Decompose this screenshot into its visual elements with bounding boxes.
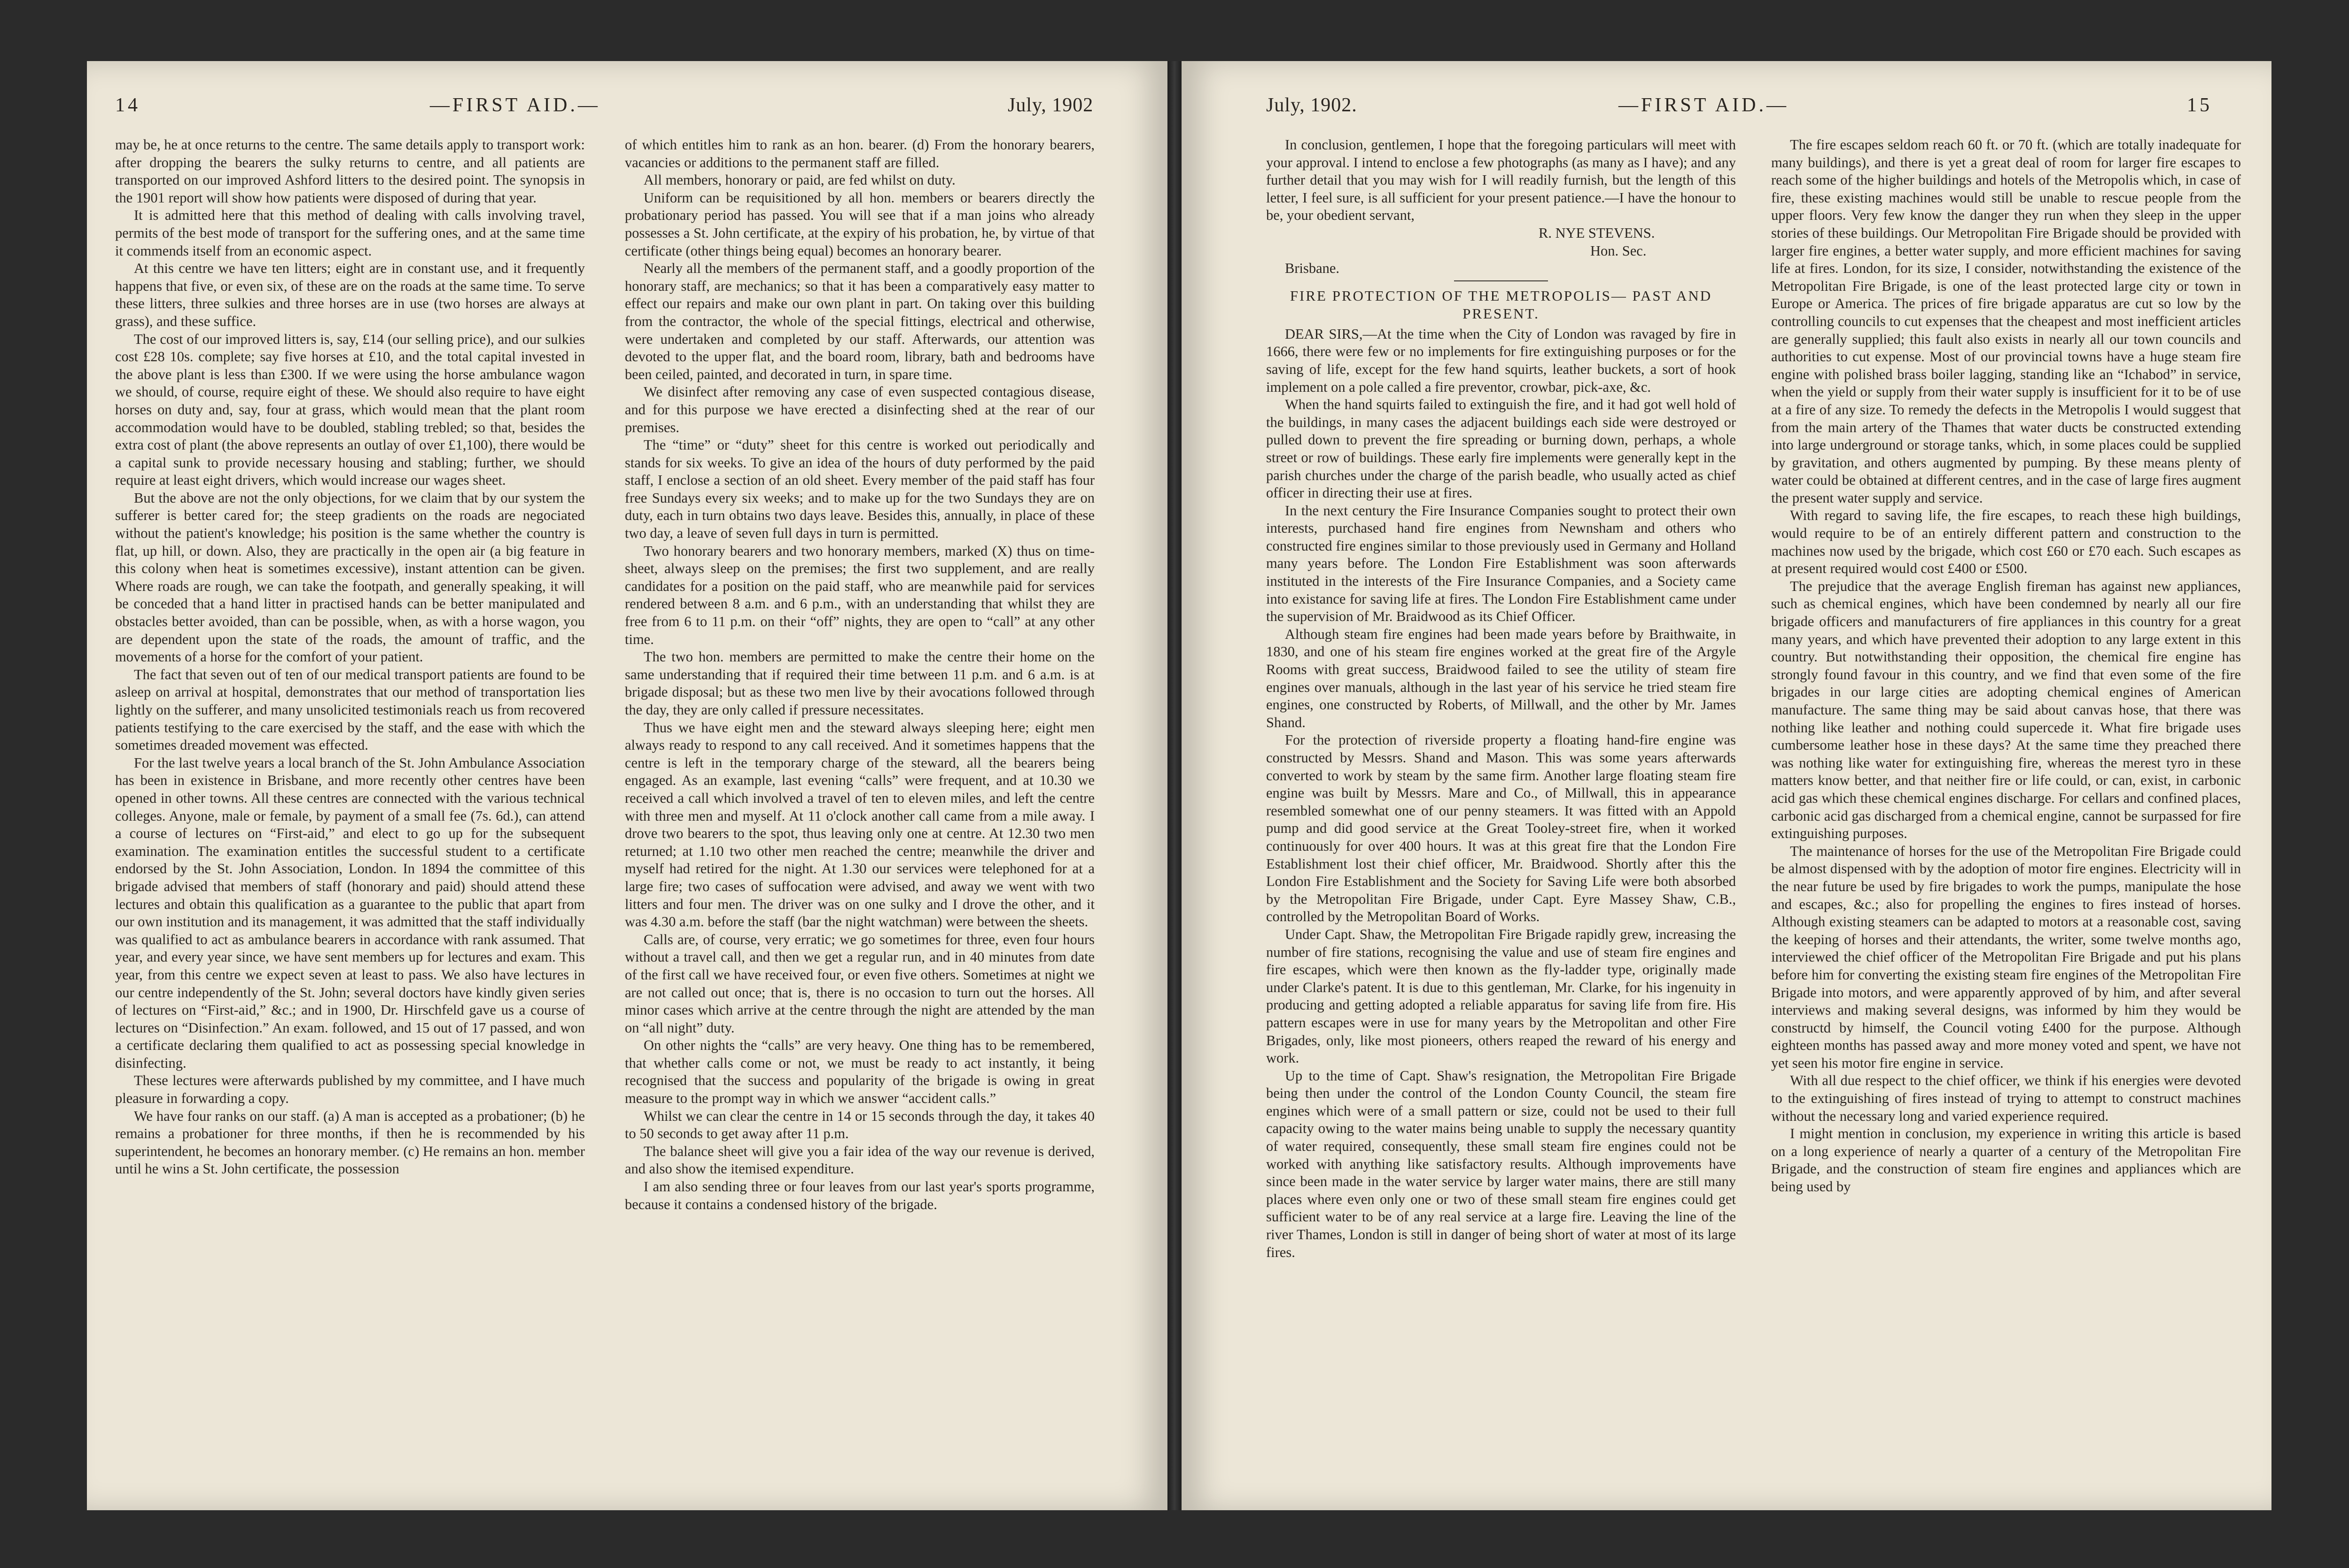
paragraph: We disinfect after removing any case of even suspected contagious disease, and for this purpose we have erected a disinfecting shed at the rear of our premises. <box>625 384 1095 435</box>
paragraph: The “time” or “duty” sheet for this centre is worked out periodically and stands for six weeks. To give an idea of the hours of duty performed by the paid staff, I enclose a section of an old sheet. Every member of the paid staff has four free Sundays every six weeks; and to make up for the two Sundays they are on duty, each in turn obtains two days leave. Besides this, annually, in place of these two day, a leave of seven full days in turn is permitted. <box>625 437 1095 542</box>
paragraph: The cost of our improved litters is, say, £14 (our selling price), and our sulkies cost £28 10s. complete; say five horses at £10, and the total capital invested in the above plant is less than £300. If we were using the horse ambulance wagon we should, of course, require eight of these. We should also require to have eight horses on duty and, say, four at grass, which would mean that the plant room accommodation would have to be doubled, stabling trebled; so that, besides the extra cost of plant (the above represents an outlay of over £1,100), there would be a capital sunk to provide necessary housing and stabling; further, we should require at least eight drivers, which would increase our wages sheet. <box>115 331 585 489</box>
right-column-2 <box>1771 136 2241 1498</box>
right-journal-title: —FIRST AID.— <box>1618 94 1789 116</box>
paragraph: On other nights the “calls” are very heavy. One thing has to be remembered, that whether calls come or not, we must be ready to act instantly, it being recognised that the success and popularity of the brigade is owing in great measure to the prompt way in which we answer “accident calls.” <box>625 1037 1095 1107</box>
paragraph: For the protection of riverside property a floating hand-fire engine was constructed by Messrs. Shand and Mason. This was some years afterwards converted to work by steam by the same firm. Another large floating steam fire engine was built by Messrs. Mare and Co., of Millwall, this in appearance resembled somewhat one of our penny steamers. It was fitted with an Appold pump and did good service at the Great Tooley-street fire, when it worked continuously for over 400 hours. It was at this great fire that the London Fire Establishment lost their chief officer, Mr. Braidwood. Shortly after this the London Fire Establishment and the Society for Saving Life were both absorbed by the Metropolitan Fire Brigade, under Capt. Eyre Massey Shaw, C.B., controlled by the Metropolitan Board of Works. <box>1266 732 1736 925</box>
left-page-number: 14 <box>115 94 140 116</box>
book-gutter <box>1167 61 1182 1510</box>
paragraph: The fire escapes seldom reach 60 ft. or 70 ft. (which are totally inadequate for many buildings), and there is yet a great deal of room for larger fire escapes to reach some of the higher buildings and hotels of the Metropolis which, in case of fire, these existing machines would still be unable to rescue people from the upper floors. Very few know the danger they run when they sleep in the upper stories of these buildings. Our Metropolitan Fire Brigade should be provided with larger fire engines, a better water supply, and more efficient machines for saving life at fires. London, for its size, I consider, notwithstanding the existence of the Metropolitan Fire Brigade, is one of the least protected large city or town in Europe or America. The prices of fire brigade apparatus are cut so low by the controlling councils to cut expenses that the cheapest and most inefficient articles are generally supplied; this fault also exists in nearly all our town councils and authorities to cut expense. Most of our provincial towns have a huge steam fire engine with polished brass boiler lagging, standing like an “Ichabod” in service, when the yield or supply from their water supply is insufficient for it to be of use at a fire of any size. To remedy the defects in the Metropolis I would suggest that from the main artery of the Thames that water ducts be constructed extending into large underground or storage tanks, which, in some places could be supplied by gravitation, and others augmented by pumping. By these means plenty of water could be obtained at different centres, and in the case of large fires augment the present water supply and service. <box>1771 137 2241 506</box>
paragraph: I might mention in conclusion, my experience in writing this article is based on a long experience of nearly a quarter of a century of the Metropolitan Fire Brigade, and the construction of steam fire engines and appliances which are being used by <box>1771 1126 2241 1195</box>
paragraph: For the last twelve years a local branch of the St. John Ambulance Association has been in existence in Brisbane, and more recently other centres have been opened in other towns. All these centres are connected with the various technical colleges. Anyone, male or female, by payment of a small fee (7s. 6d.), can attend a course of lectures on “First-aid,” and elect to go up for the subsequent examination. The examination entitles the successful student to a certificate endorsed by the St. John Association, London. In 1894 the committee of this brigade advised that members of staff (honorary and paid) should attend these lectures and obtain this qualification as a guarantee to the public that apart from our own institution and its management, it was admitted that the staff individually was qualified to act as ambulance bearers in accordance with rank assumed. That year, and every year since, we have sent members up for lectures and exam. This year, from this centre we expect seven at least to pass. We also have lectures in our centre independently of the St. John; several doctors have kindly given series of lectures on “First-aid,” &c.; and in 1900, Dr. Hirschfeld gave us a course of lectures on “Disinfection.” An exam. followed, and 15 out of 17 passed, and won a certificate declaring them qualified to act as possessing special knowledge in disinfecting. <box>115 754 585 1071</box>
paragraph: All members, honorary or paid, are fed whilst on duty. <box>644 172 956 188</box>
left-column-1 <box>115 136 585 1498</box>
signature-title: Hon. Sec. <box>1590 242 1647 259</box>
paragraph: The fact that seven out of ten of our medical transport patients are found to be asleep on arrival at hospital, demonstrates that our method of transportation lies lightly on the sufferer, and many unsolicited testimonials reach us from recovered patients testifying to the care exercised by the staff, and the ease with which the sometimes dreaded movement was effected. <box>115 666 585 753</box>
left-journal-title: —FIRST AID.— <box>430 94 600 116</box>
paragraph: Whilst we can clear the centre in 14 or 15 seconds through the day, it takes 40 to 50 seconds to get away after 11 p.m. <box>625 1108 1095 1142</box>
paragraph: Although steam fire engines had been made years before by Braithwaite, in 1830, and one of his steam fire engines worked at the great fire of the Argyle Rooms with great success, Braidwood failed to see the utility of steam fire engines over manuals, although in the last year of his service he tried steam fire engines, one constructed by Roberts, of Millwall, and the other by Mr. James Shand. <box>1266 626 1736 730</box>
left-page <box>87 61 1167 1510</box>
paragraph: It is admitted here that this method of dealing with calls involving travel, permits of the best mode of transport for the suffering ones, and at the same time it commends itself from an economic aspect. <box>115 207 585 259</box>
article-title: FIRE PROTECTION OF THE METROPOLIS— PAST AND PRESENT. <box>1290 287 1712 322</box>
right-date: July, 1902. <box>1266 94 1357 116</box>
paragraph: Calls are, of course, very erratic; we go sometimes for three, even four hours without a travel call, and then we get a regular run, and in 40 minutes from date of the first call we have received four, or even five others. Sometimes at night we are not called out once; that is, there is no occasion to turn out the horses. All minor cases which arrive at the centre through the night are attended by the man on “all night” duty. <box>625 931 1095 1036</box>
paragraph: When the hand squirts failed to extinguish the fire, and it had got well hold of the buildings, in many cases the adjacent buildings each side were destroyed or pulled down to prevent the fire spreading or burning down, perhaps, a whole street or row of buildings. These early fire implements were generally kept in the parish churches under the charge of the parish beadle, who usually acted as chief officer in directing their use at fires. <box>1266 396 1736 501</box>
paragraph: In the next century the Fire Insurance Companies sought to protect their own interests, purchased hand fire engines from Newnsham and others who constructed fire engines similar to those previously used in Germany and Holland many years before. The London Fire Establishment was soon afterwards instituted in the interests of the Fire Insurance Companies, and a Society came into existance for saving life at fires. The London Fire Establishment came under the supervision of Mr. Braidwood as its Chief Officer. <box>1266 502 1736 625</box>
paragraph: Under Capt. Shaw, the Metropolitan Fire Brigade rapidly grew, increasing the number of fire stations, recognising the value and use of steam fire engines and fire escapes, which were then known as the fly-ladder type, originally made under Clarke's patent. It is due to this gentleman, Mr. Clarke, for his ingenuity in producing and getting adopted a reliable apparatus for saving life from fire. His pattern escapes were in use for many years by the Metropolitan and other Fire Brigades, only, like most pioneers, others reaped the reward of his energy and work. <box>1266 926 1736 1066</box>
left-column-2 <box>625 136 1095 1498</box>
paragraph: The two hon. members are permitted to make the centre their home on the same understanding that if required their time between 11 p.m. and 6 a.m. is at brigade disposal; but as these two men live by their avocations followed through the day, they are only called if pressure necessitates. <box>625 649 1095 718</box>
paragraph: I am also sending three or four leaves from our last year's sports programme, because it contains a condensed history of the brigade. <box>625 1179 1095 1212</box>
signature-place: Brisbane. <box>1285 260 1340 277</box>
paragraph: DEAR SIRS,—At the time when the City of London was ravaged by fire in 1666, there were few or no implements for fire extinguishing purposes or for the saving of life, except for the few hand squirts, leather buckets, a sort of hook implement on a pole called a fire preventor, crowbar, pick-axe, &c. <box>1266 326 1736 395</box>
paragraph: With regard to saving life, the fire escapes, to reach these high buildings, would require to be of an entirely different pattern and construction to the machines now used by the brigade, which cost £60 or £70 each. Such escapes as at present required would cost £400 or £500. <box>1771 507 2241 577</box>
right-running-head <box>1182 94 2271 122</box>
paragraph: may be, he at once returns to the centre. The same details apply to transport work: after dropping the bearers the sulky returns to centre, and all patients are transported on our improved Ashford litters to the desired point. The synopsis in the 1901 report will show how patients were disposed of during that year. <box>115 137 585 206</box>
paragraph: We have four ranks on our staff. (a) A man is accepted as a probationer; (b) he remains a probationer for three months, if then he is recommended by his superintendent, he becomes an honorary member. (c) He remains an hon. member until he wins a St. John certificate, the possession <box>115 1108 585 1177</box>
paragraph: Uniform can be requisitioned by all hon. members or bearers directly the probationary period has passed. You will see that if a man joins who already possesses a St. John certificate, at the expiry of his probation, he, by virtue of that certificate (other things being equal) becomes an honorary bearer. <box>625 189 1095 259</box>
paragraph: of which entitles him to rank as an hon. bearer. (d) From the honorary bearers, vacancies or additions to the permanent staff are filled. <box>625 137 1095 171</box>
paragraph: With all due respect to the chief officer, we think if his energies were devoted to the extinguishing of fires instead of trying to attempt to construct machines without the necessary long and varied experience required. <box>1771 1072 2241 1124</box>
paragraph: Thus we have eight men and the steward always sleeping here; eight men always ready to respond to any call received. And it sometimes happens that the centre is left in the temporary charge of the steward, all the bearers being engaged. As an example, last evening “calls” were frequent, and at 10.30 we received a call which involved a travel of ten to eleven miles, and left the centre with three men and myself. At 11 o'clock another call came from a mile away. I drove two bearers to the spot, thus leaving only one at centre. At 12.30 two men returned; at 1.10 two other men reached the centre; meanwhile the driver and myself had retired for the night. At 1.30 our services were telephoned for at a large fire; two cases of suffocation were advised, and away we went with two litters and four men. The driver was on one sulky and I drove the other, and it was 4.30 a.m. before the staff (bar the night watchman) were between the sheets. <box>625 719 1095 930</box>
section-divider <box>1454 280 1548 281</box>
paragraph: But the above are not the only objections, for we claim that by our system the sufferer is better cared for; the steep gradients on the roads are negociated without the patient's knowledge; his position is the same whether the country is flat, up hill, or down. Also, they are practically in the open air (a big feature in this colony when heat is sometimes excessive), instant attention can be given. Where roads are rough, we can take the footpath, and generally speaking, it will be conceded that a hand litter in practised hands can be better manipulated and obstacles better avoided, than can be possible, when, as with a horse wagon, you are dependent upon the state of the roads, the amount of traffic, and the movements of a horse for the comfort of your patient. <box>115 489 585 665</box>
paragraph: In conclusion, gentlemen, I hope that the foregoing particulars will meet with your approval. I intend to enclose a few photographs (as many as I have); and any further detail that you may wish for I will readily furnish, but the length of this letter, I feel sure, is all sufficient for your present patience.—I have the honour to be, your obedient servant, <box>1266 137 1736 224</box>
left-date: July, 1902 <box>1008 94 1094 116</box>
paragraph: Two honorary bearers and two honorary members, marked (X) thus on time-sheet, always sleep on the premises; the first two supplement, and are really candidates for a position on the paid staff, who are meanwhile paid for services rendered between 8 a.m. and 6 p.m., with an understanding that whilst they are free from 6 to 11 p.m. on their “off” nights, they are open to “call” at any other time. <box>625 543 1095 647</box>
paragraph: The maintenance of horses for the use of the Metropolitan Fire Brigade could be almost dispensed with by the adoption of motor fire engines. Electricity will in the near future be used by fire brigades to work the pumps, manipulate the hose and escapes, &c.; also for propelling the engines to fires instead of horses. Although existing steamers can be adapted to motors at a reasonable cost, saving the keeping of horses and their attendants, the writer, some twelve months ago, interviewed the chief officer of the Metropolitan Fire Brigade and put his plans before him for converting the existing steam fire engines of the Metropolitan Fire Brigade into motors, and were apparently approved of by him, and after several interviews and making several designs, was informed by him they would be constructd by himself, the Council voting £400 for the purpose. Although eighteen months has passed away and more money voted and spent, we have not yet seen his motor fire engine in service. <box>1771 843 2241 1071</box>
paragraph: The balance sheet will give you a fair idea of the way our revenue is derived, and also show the itemised expenditure. <box>625 1143 1095 1177</box>
paragraph: Up to the time of Capt. Shaw's resignation, the Metropolitan Fire Brigade being then under the control of the London County Council, the steam fire engines which were of a small pattern or size, could not be used to their full capacity owing to the water mains being unable to supply the necessary quantity of water required, consequently, these small steam fire engines could not be worked with anything like satisfactory results. Although improvements have since been made in the water service by larger water mains, there are still many places where even only one or two of these small steam fire engines could get sufficient water to be of any real service at a large fire. Leaving the line of the river Thames, London is still in danger of being short of water at most of its large fires. <box>1266 1067 1736 1260</box>
left-running-head <box>87 94 1167 122</box>
paragraph: At this centre we have ten litters; eight are in constant use, and it frequently happens that five, or even six, of these are on the roads at the same time. To serve these litters, three sulkies and three horses are in use (two horses are always at grass), and these suffice. <box>115 260 585 329</box>
right-page-number: 15 <box>2187 94 2212 116</box>
paragraph: These lectures were afterwards published by my committee, and I have much pleasure in forwarding a copy. <box>115 1072 585 1107</box>
right-page <box>1182 61 2271 1510</box>
signature-name: R. NYE STEVENS. <box>1539 225 1655 241</box>
paragraph: The prejudice that the average English fireman has against new appliances, such as chemical engines, which have been condemned by nearly all our fire brigade officers and manufacturers of fire appliances in this country for a great many years, and which have prevented their adoption to any large extent in this country. But notwithstanding their opposition, the chemical fire engine has strongly found favour in this country, and we find that even some of the fire brigades in our large cities are adopting chemical engines of American manufacture. The same thing may be said about canvas hose, that there was nothing like leather and nothing could supercede it. What fire brigade uses cumbersome leather hose in these days? At the same time they preached there was nothing like water for extinguishing fire, whereas the merest tyro in these matters know better, and that neither fire or life could, or can, exist, in carbonic acid gas which these chemical engines discharge. For cellars and confined places, carbonic acid gas discharged from a chemical engine, cannot be surpassed for fire extinguishing purposes. <box>1771 578 2241 842</box>
paragraph: Nearly all the members of the permanent staff, and a goodly proportion of the honorary staff, are mechanics; so that it has been a comparatively easy matter to effect our repairs and make our own plant in part. On taking over this building from the contractor, the whole of the special fittings, electrical and otherwise, were undertaken and completed by our staff. Afterwards, our attention was devoted to the upper flat, and the board room, library, bath and bedrooms have been ceiled, painted, and decorated in turn, in spare time. <box>625 260 1095 382</box>
right-column-1 <box>1266 136 1736 1498</box>
